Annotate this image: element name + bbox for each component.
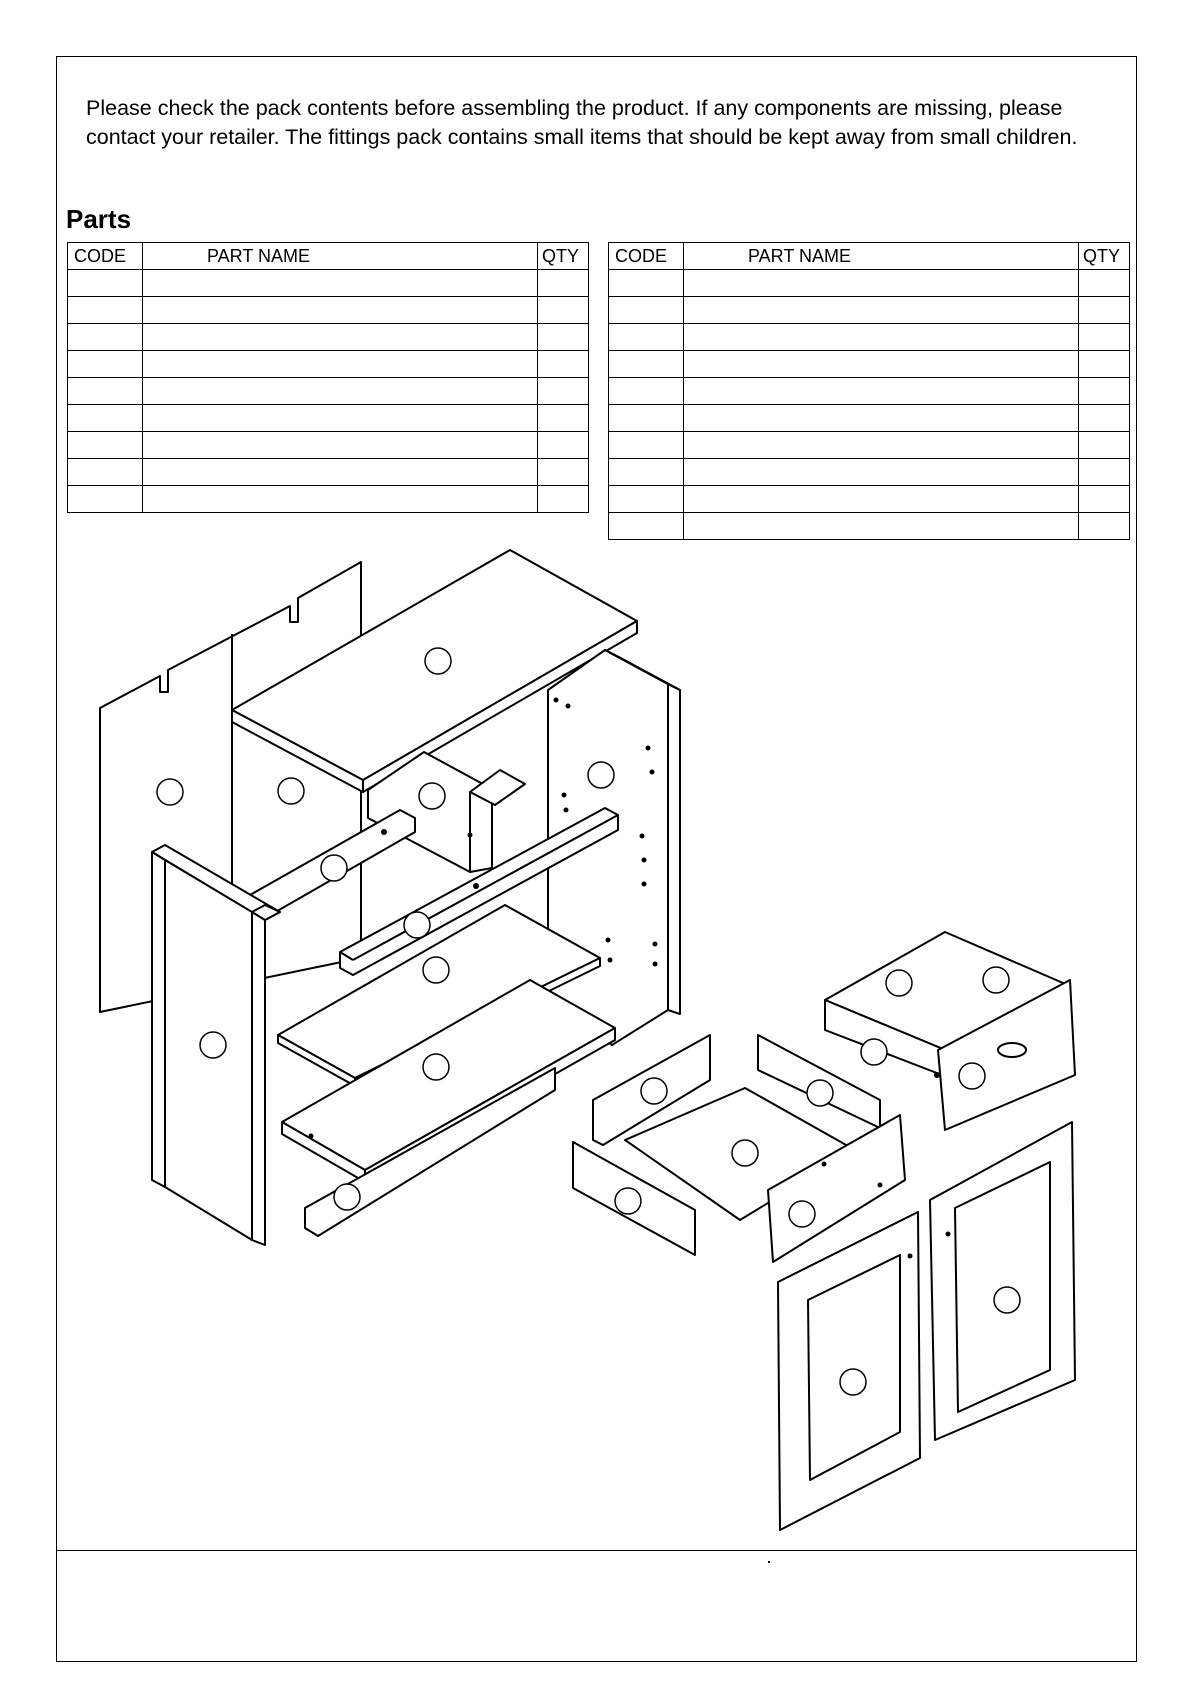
part-label-circle (732, 1140, 758, 1166)
intro-text: Please check the pack contents before assembling the product. If any components are missing, please contact your retailer. The fittings pack contains small items that should be kept away from small children. (86, 96, 1078, 149)
part-label-circle (861, 1039, 887, 1065)
part-label-circle (157, 779, 183, 805)
code-header: CODE (68, 243, 143, 270)
part-label-circle (200, 1032, 226, 1058)
part-name-header: PART NAME (684, 243, 1079, 270)
part-label-circle (994, 1287, 1020, 1313)
footer-rule (56, 1550, 1137, 1551)
part-label-circle (423, 1054, 449, 1080)
part-label-circle (321, 855, 347, 881)
print-speck (768, 1561, 770, 1563)
code-header: CODE (609, 243, 684, 270)
part-name-header: PART NAME (143, 243, 538, 270)
part-label-circle (404, 912, 430, 938)
part-label-circle (423, 957, 449, 983)
part-label-circle (789, 1201, 815, 1227)
qty-header: QTY (1079, 243, 1130, 270)
part-label-circle (959, 1063, 985, 1089)
part-label-circle (840, 1369, 866, 1395)
part-label-circle (641, 1078, 667, 1104)
part-label-circle (807, 1080, 833, 1106)
part-label-circle (425, 648, 451, 674)
qty-header: QTY (538, 243, 589, 270)
door-right (930, 1122, 1075, 1440)
part-label-circle (334, 1184, 360, 1210)
parts-heading: Parts (66, 204, 132, 234)
part-label-circle (615, 1188, 641, 1214)
part-label-circle (419, 783, 445, 809)
part-label-circle (886, 970, 912, 996)
part-label-circle (278, 778, 304, 804)
part-label-circle (588, 762, 614, 788)
part-label-circle (983, 967, 1009, 993)
